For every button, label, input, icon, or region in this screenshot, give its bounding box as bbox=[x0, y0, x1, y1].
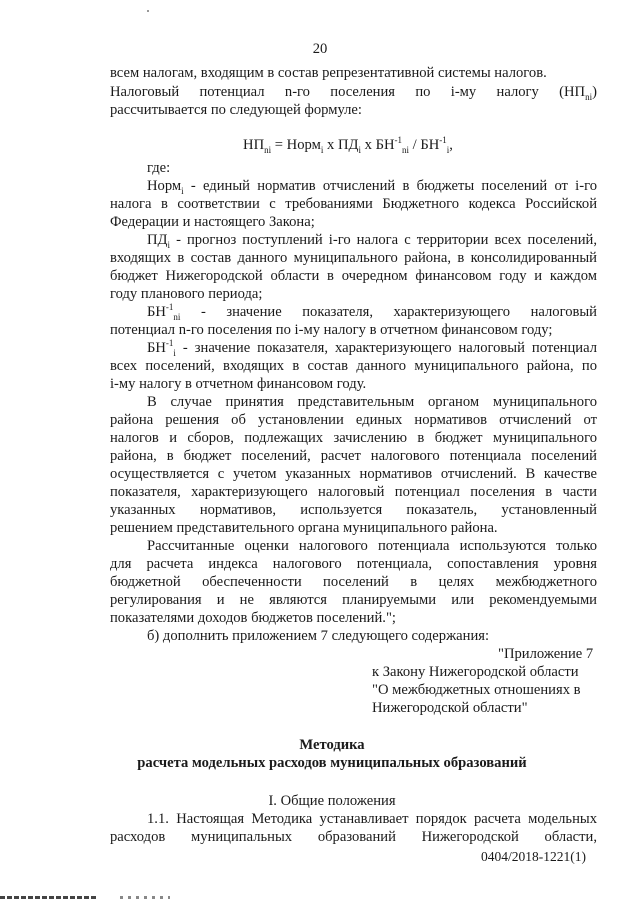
text-line: б) дополнить приложением 7 следующего содержания: bbox=[147, 628, 490, 644]
section-heading: I. Общие положения bbox=[268, 793, 396, 809]
text-line: где: bbox=[147, 160, 171, 176]
text-line: всем налогам, входящим в состав репрезентативной системы налогов. bbox=[110, 65, 547, 81]
text-line: осуществляется с учетом указанных нормативов отчислений. В качестве bbox=[110, 466, 597, 482]
text-line: показателями доходов бюджетов поселений."; bbox=[110, 610, 396, 626]
text-line: входящих в состав данного муниципального района, в консолидированный bbox=[110, 250, 597, 266]
text-line: регулирования и не являются планируемыми или рекомендуемыми bbox=[110, 592, 597, 608]
scan-speck bbox=[147, 10, 149, 12]
text-line: Норм$_i$ - единый норматив отчислений в бюджеты поселений от i-го bbox=[147, 178, 597, 196]
text-line: показателя, характеризующего налоговый потенциал поселения в части bbox=[110, 484, 597, 500]
text-line: 1.1. Настоящая Методика устанавливает порядок расчета модельных bbox=[147, 811, 597, 827]
text-line: рассчитывается по следующей формуле: bbox=[110, 102, 362, 118]
text-line: расходов муниципальных образований Нижегородской области, bbox=[110, 829, 597, 845]
text-line: всех поселений, входящих в состав данного муниципального района, по bbox=[110, 358, 597, 374]
text-line: потенциал n-го поселения по i-му налогу в отчетном финансовом году; bbox=[110, 322, 553, 338]
text-line: бюджет Нижегородской области в очередном финансовом году и каждом bbox=[110, 268, 597, 284]
scan-edge-marks bbox=[0, 896, 96, 899]
text-line: Федерации и настоящего Закона; bbox=[110, 214, 315, 230]
text-line: налога в соответствии с требованиями Бюджетного кодекса Российской bbox=[110, 196, 597, 212]
scan-edge-marks bbox=[120, 896, 170, 899]
text-line: бюджетной обеспеченности поселений в целях межбюджетного bbox=[110, 574, 597, 590]
text-line: году планового периода; bbox=[110, 286, 263, 302]
appendix-heading: "О межбюджетных отношениях в bbox=[372, 682, 581, 698]
page-number: 20 bbox=[312, 41, 328, 57]
text-line: $ПД_i$ - прогноз поступлений i-го налога с территории всех поселений, bbox=[147, 232, 597, 250]
text-line: указанных нормативов, используется показатель, установленный bbox=[110, 502, 597, 518]
text-line: В случае принятия представительным органом муниципального bbox=[147, 394, 597, 410]
text-line: налогов и сборов, подлежащих зачислению в бюджет муниципального bbox=[110, 430, 597, 446]
document-title: Методика bbox=[299, 737, 365, 753]
text-line: района, в бюджет поселений, расчет налогового потенциала поселений bbox=[110, 448, 597, 464]
text-line: $БН^{-1}_i$ - значение показателя, характеризующего налоговый потенциал bbox=[147, 338, 597, 358]
text-line: района решения об установлении единых нормативов отчислений от bbox=[110, 412, 597, 428]
text-line: i-му налогу в отчетном финансовом году. bbox=[110, 376, 367, 392]
document-code: 0404/2018-1221(1) bbox=[481, 849, 586, 864]
text-line: решением представительного органа муниципального района. bbox=[110, 520, 498, 536]
appendix-heading: Нижегородской области" bbox=[372, 700, 528, 716]
formula: $НП_{ni}$ = Норм$_i$ x $ПД_i$ x $БН^{-1}_{ni} / БН^{-1}_i$, bbox=[243, 135, 453, 155]
appendix-heading: к Закону Нижегородской области bbox=[372, 664, 579, 680]
appendix-heading: "Приложение 7 bbox=[498, 646, 594, 662]
text-line: для расчета индекса налогового потенциала, сопоставления уровня bbox=[110, 556, 597, 572]
text-line: Рассчитанные оценки налогового потенциала используются только bbox=[147, 538, 597, 554]
document-subtitle: расчета модельных расходов муниципальных образований bbox=[137, 755, 527, 771]
text-line: $БН^{-1}_{ni}$ - значение показателя, характеризующего налоговый bbox=[147, 302, 597, 322]
text-line: Налоговый потенциал n-го поселения по i-му налогу $(НП_{ni})$ bbox=[110, 84, 597, 102]
